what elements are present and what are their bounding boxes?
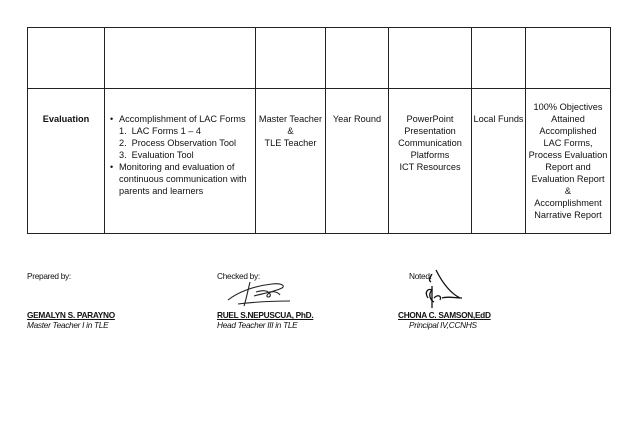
budget-cell: Local Funds — [472, 89, 526, 234]
blank-cell — [28, 28, 105, 89]
activity-subitem: 3. Evaluation Tool — [119, 150, 194, 160]
bullet-icon: • — [110, 162, 114, 172]
blank-cell — [526, 28, 611, 89]
principal-signature-icon — [418, 268, 468, 312]
activities-cell: • Accomplishment of LAC Forms 1. LAC Forms 1 – 4 2. Process Observation Tool 3. Evaluation Tool • Monitoring and evaluation of continuous communication with parents and learners — [105, 89, 256, 234]
preparer-name: GEMALYN S. PARAYNO — [27, 310, 115, 320]
preparer-title: Master Teacher I in TLE — [27, 320, 109, 330]
activity-subitem: 2. Process Observation Tool — [119, 138, 237, 148]
blank-cell — [472, 28, 526, 89]
resources-cell: PowerPoint Presentation Communication Platforms ICT Resources — [389, 89, 472, 234]
checker-title: Head Teacher III in TLE — [217, 320, 298, 330]
checker-name: RUEL S.NEPUSCUA, PhD. — [217, 310, 314, 320]
bullet-icon: • — [110, 114, 114, 124]
activity-subitem: 1. LAC Forms 1 – 4 — [119, 126, 202, 136]
area-cell — [28, 89, 105, 234]
checked-by-label: Checked by: — [217, 271, 260, 281]
blank-cell — [105, 28, 256, 89]
principal-title: Principal IV,CCNHS — [409, 320, 477, 330]
activity-bullet: • Accomplishment of LAC Forms — [110, 114, 246, 124]
checker-signature-icon — [224, 276, 294, 310]
evaluation-row — [28, 89, 611, 234]
activity-bullet: • Monitoring and evaluation of — [110, 162, 235, 172]
prepared-by-label: Prepared by: — [27, 271, 71, 281]
principal-name: CHONA C. SAMSON,EdD — [398, 310, 491, 320]
time-frame-cell: Year Round — [326, 89, 389, 234]
noted-label: Noted: — [409, 271, 432, 281]
blank-cell — [256, 28, 326, 89]
blank-cell — [326, 28, 389, 89]
success-indicator-cell: 100% Objectives Attained Accomplished LAC Forms, Process Evaluation Report and Evaluation Report & Accomplishment Narrative Report — [526, 89, 611, 234]
action-plan-table — [27, 27, 611, 234]
blank-cell — [389, 28, 472, 89]
persons-cell: Master Teacher & TLE Teacher — [256, 89, 326, 234]
area-label: Evaluation — [42, 114, 90, 124]
blank-table-row — [28, 28, 611, 89]
